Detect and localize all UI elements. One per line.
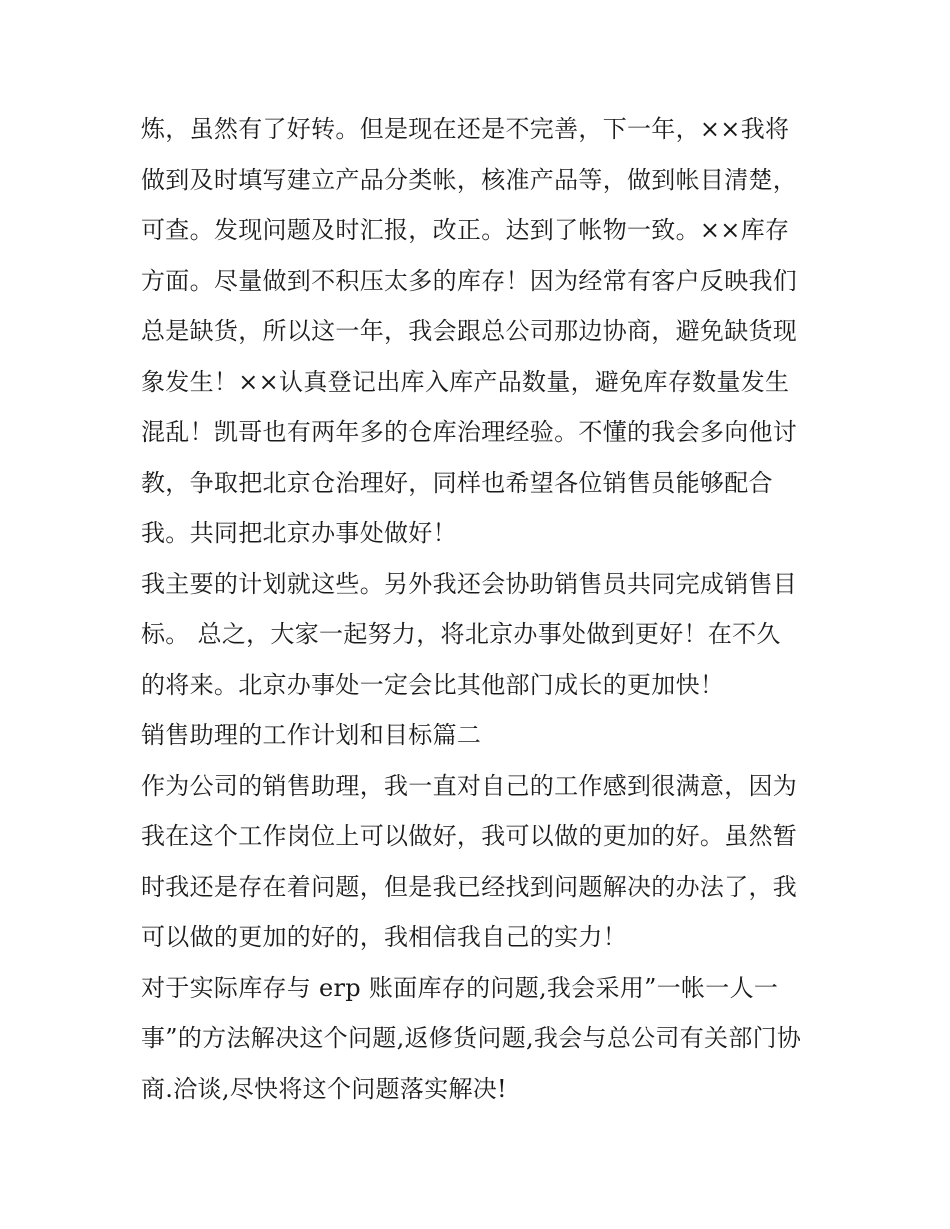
text-line-11: 标。 总之，大家一起努力，将北京办事处做到更好！在不久 (141, 620, 781, 648)
text-line-20: 商.洽谈,尽快将这个问题落实解决! (141, 1074, 508, 1103)
text-line-17: 可以做的更加的好的，我相信我自己的实力！ (141, 923, 627, 951)
text-line-12: 的将来。北京办事处一定会比其他部门成长的更加快！ (141, 670, 725, 699)
text-line-19: 事”的方法解决这个问题,返修货问题,我会与总公司有关部门协 (141, 1024, 802, 1052)
text-line-15: 我在这个工作岗位上可以做好，我可以做的更加的好。虽然暂 (141, 822, 798, 850)
text-line-3: 可查。发现问题及时汇报，改正。达到了帐物一致。××库存 (141, 216, 790, 244)
text-line-16: 时我还是存在着问题，但是我已经找到问题解决的办法了，我 (141, 872, 798, 901)
text-line-6: 象发生！××认真登记出库入库产品数量，避免库存数量发生 (141, 367, 790, 396)
text-line-7: 混乱！凯哥也有两年多的仓库治理经验。不懂的我会多向他讨 (141, 418, 798, 446)
text-line-1: 炼，虽然有了好转。但是现在还是不完善，下一年，××我将 (141, 115, 790, 143)
text-line-2: 做到及时填写建立产品分类帐，核准产品等，做到帐目清楚， (141, 165, 798, 194)
text-line-9: 我。共同把北京办事处做好！ (141, 519, 457, 547)
text-line-10: 我主要的计划就这些。另外我还会协助销售员共同完成销售目 (141, 569, 798, 598)
section-heading: 销售助理的工作计划和目标篇二 (141, 721, 482, 749)
text-line-5: 总是缺货，所以这一年，我会跟总公司那边协商，避免缺货现 (141, 317, 798, 345)
text-line-8: 教，争取把北京仓治理好，同样也希望各位销售员能够配合 (141, 468, 773, 497)
document-body (141, 104, 821, 1114)
text-line-4: 方面。尽量做到不积压太多的库存！因为经常有客户反映我们 (141, 266, 798, 295)
text-line-18: 对于实际库存与 erp 账面库存的问题,我会采用”一帐一人一 (141, 973, 779, 1002)
text-line-14: 作为公司的销售助理，我一直对自己的工作感到很满意，因为 (141, 771, 798, 800)
